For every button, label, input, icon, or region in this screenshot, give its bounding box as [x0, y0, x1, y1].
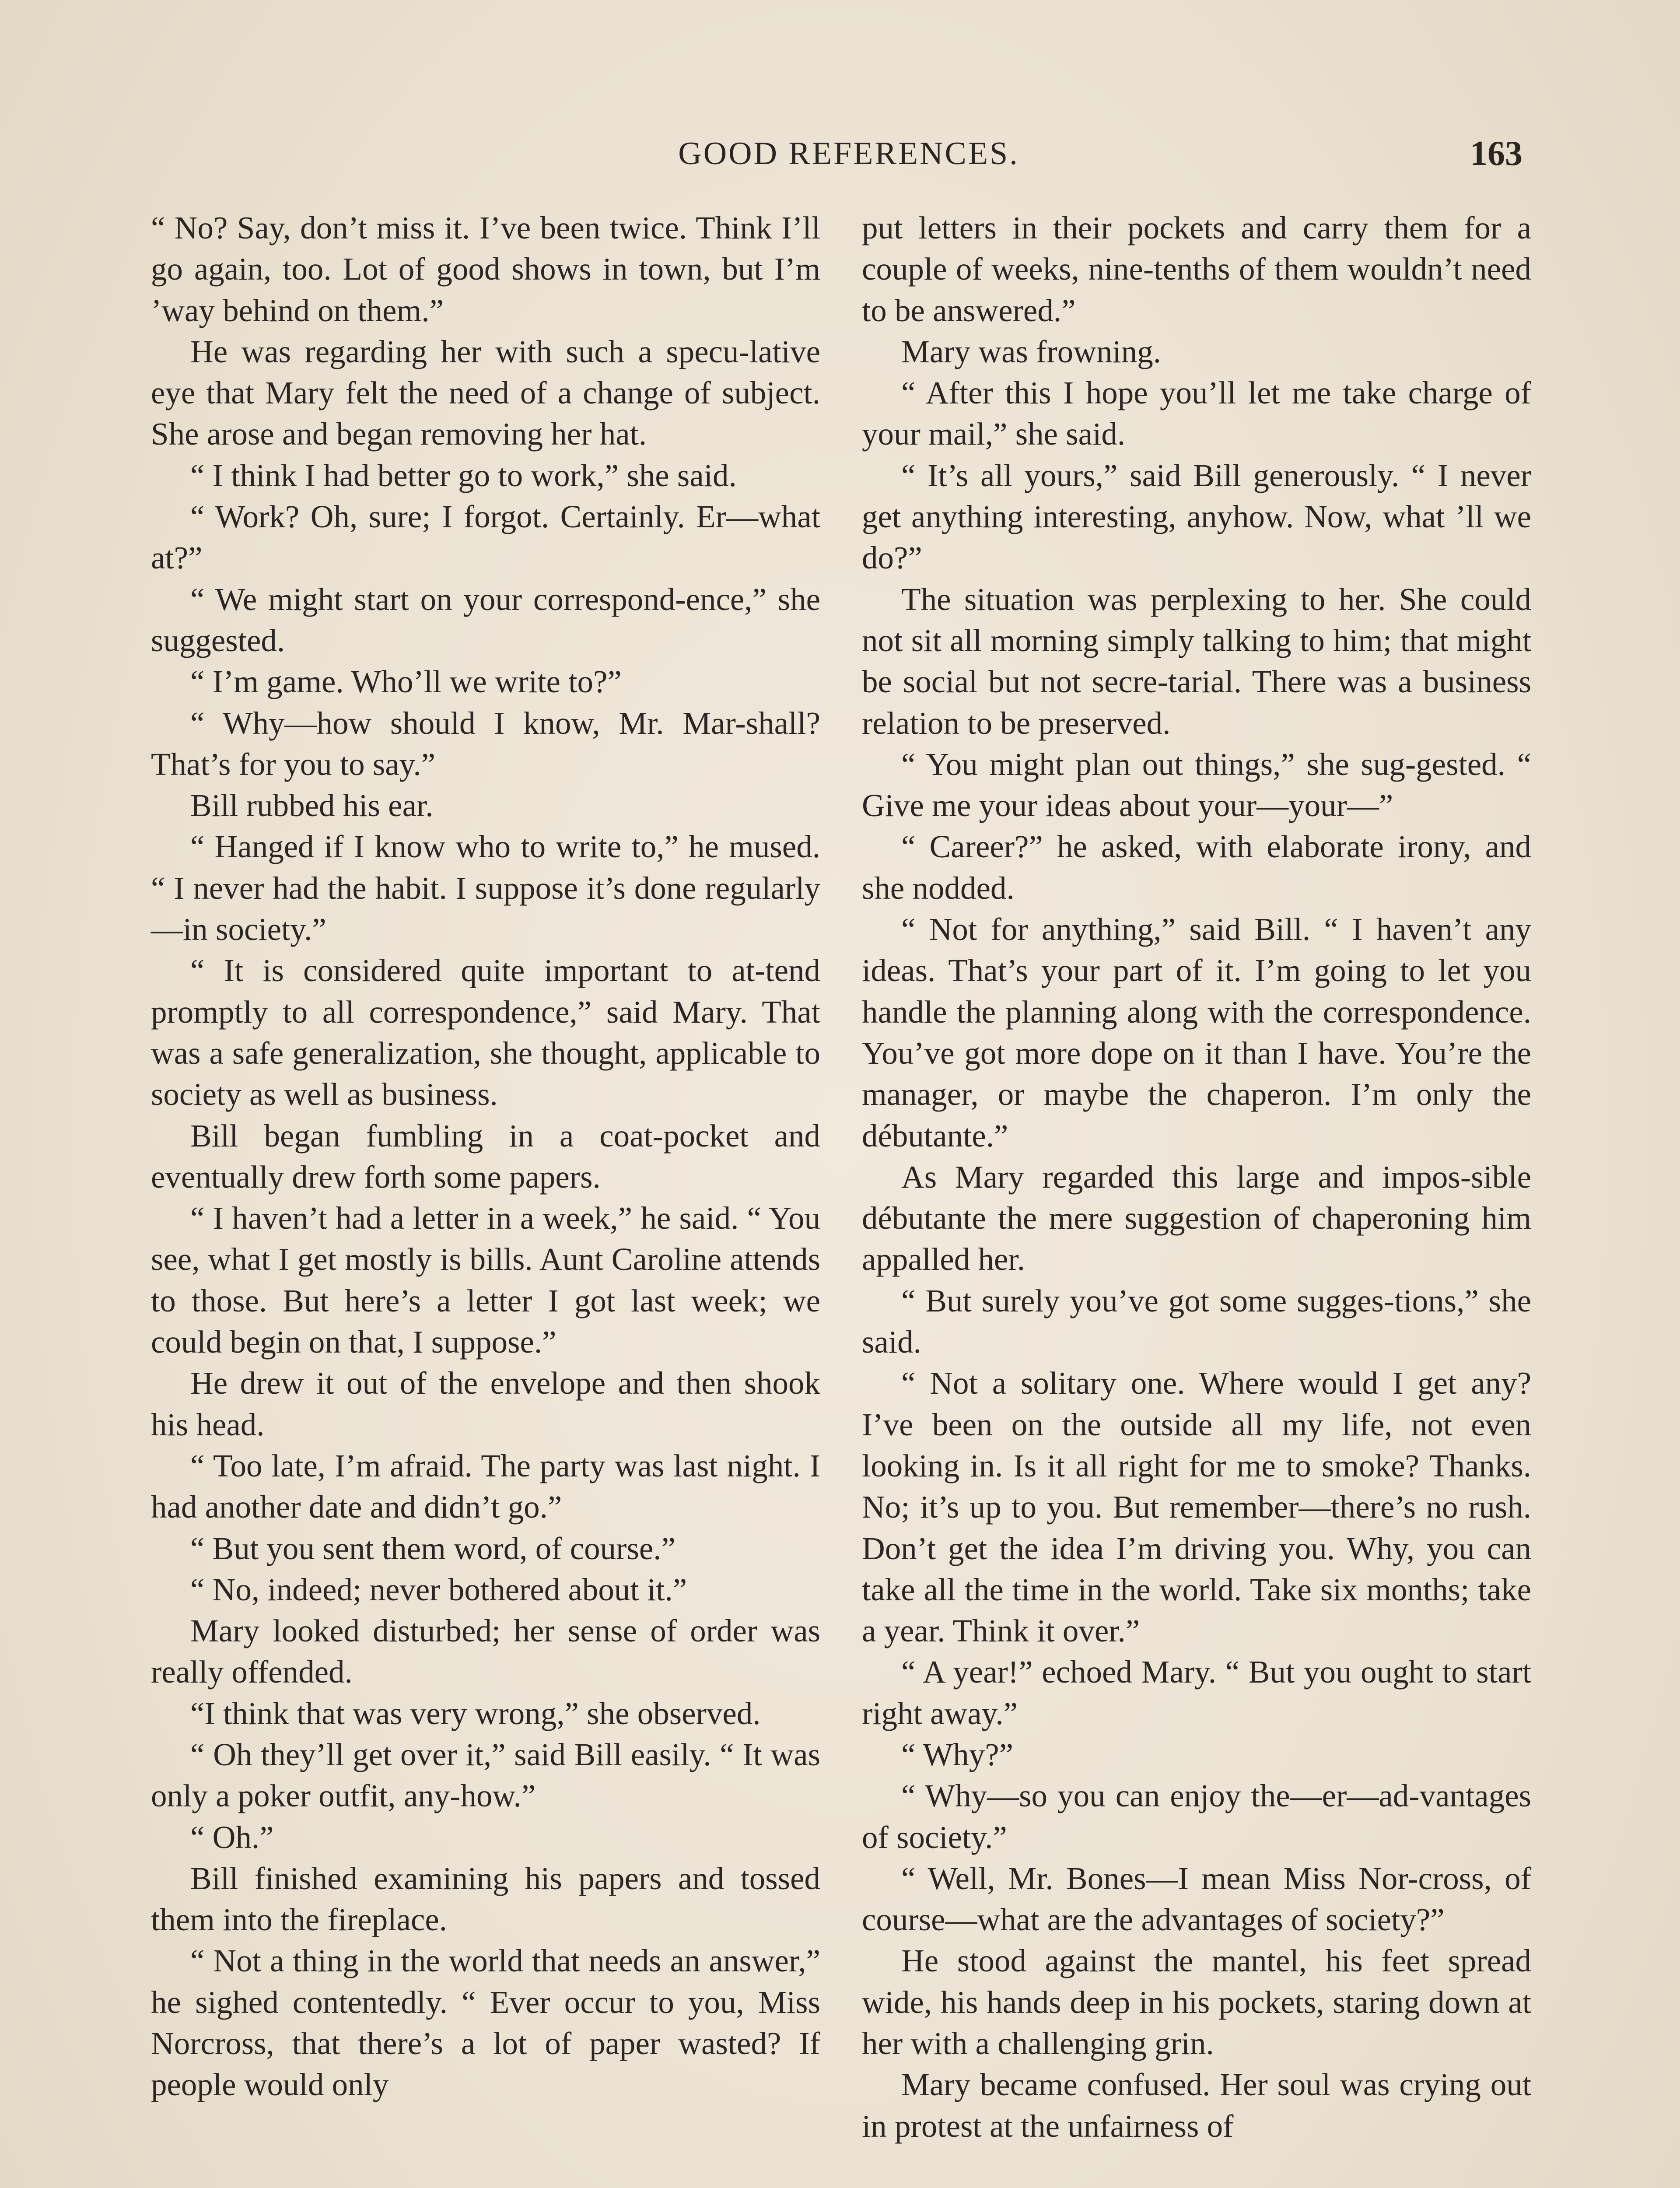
paragraph: Mary became confused. Her soul was crying out in protest at the unfairness of: [862, 2067, 1531, 2144]
paragraph: “ A year!” echoed Mary. “ But you ought to start right away.”: [862, 1654, 1531, 1731]
paragraph: “I think that was very wrong,” she observed.: [190, 1695, 761, 1731]
paragraph: “ It’s all yours,” said Bill generously. “ I never get anything interesting, anyhow. Now, what ’ll we do?”: [862, 457, 1531, 576]
paragraph: “ No? Say, don’t miss it. I’ve been twice. Think I’ll go again, too. Lot of good shows in town, but I’m ’way behind on them.”: [151, 210, 820, 328]
paragraph: He was regarding her with such a specu-lative eye that Mary felt the need of a change of subject. She arose and began removing her hat.: [151, 333, 820, 452]
paragraph: “ But surely you’ve got some sugges-tions,” she said.: [862, 1283, 1531, 1360]
paragraph: “ Career?” he asked, with elaborate irony, and she nodded.: [862, 829, 1531, 906]
running-head: GOOD REFERENCES.: [678, 136, 1019, 172]
paragraph: “ Oh.”: [190, 1819, 274, 1855]
paragraph: “ After this I hope you’ll let me take charge of your mail,” she said.: [862, 375, 1531, 452]
paragraph: “ But you sent them word, of course.”: [190, 1530, 676, 1566]
paragraph: “ Not a thing in the world that needs an answer,” he sighed contentedly. “ Ever occur to you, Miss Norcross, that there’s a lot of paper wasted? If people would only: [151, 1943, 820, 2103]
page-number: 163: [1470, 134, 1522, 173]
paragraph: “ Not for anything,” said Bill. “ I haven’t any ideas. That’s your part of it. I’m going to let you handle the planning along with the correspondence. You’ve got more dope on it than I have. You’re the manager, or maybe the chaperon. I’m only the débutante.”: [862, 912, 1531, 1154]
paragraph: put letters in their pockets and carry them for a couple of weeks, nine-tenths of them wouldn’t need to be answered.”: [862, 210, 1531, 328]
paragraph: “ I haven’t had a letter in a week,” he said. “ You see, what I get mostly is bills. Aunt Caroline attends to those. But here’s a letter I got last week; we could begin on that, I suppose.”: [151, 1200, 820, 1360]
paragraph: “ Oh they’ll get over it,” said Bill easily. “ It was only a poker outfit, any-how.”: [151, 1736, 820, 1814]
paragraph: Bill began fumbling in a coat-pocket and eventually drew forth some papers.: [151, 1118, 820, 1195]
paragraph: Mary was frowning.: [901, 333, 1162, 369]
paragraph: “ Not a solitary one. Where would I get any? I’ve been on the outside all my life, not even looking in. Is it all right for me to smoke? Thanks. No; it’s up to you. But remember—there’s no rush. Don’t get the idea I’m driving you. Why, you can take all the time in the world. Take six months; take a year. Think it over.”: [862, 1365, 1531, 1649]
paragraph: “ You might plan out things,” she sug-gested. “ Give me your ideas about your—your—”: [862, 746, 1531, 824]
paragraph: “ It is considered quite important to at-tend promptly to all correspondence,” said Mary. That was a safe generalization, she thought, applicable to society as well as business.: [151, 953, 820, 1112]
paragraph: “ Work? Oh, sure; I forgot. Certainly. Er—what at?”: [151, 499, 820, 576]
paragraph: “ I think I had better go to work,” she said.: [190, 457, 737, 493]
paragraph: “ I’m game. Who’ll we write to?”: [190, 664, 622, 700]
paragraph: “ We might start on your correspond-ence,” she suggested.: [151, 581, 820, 658]
paragraph: “ Why?”: [901, 1736, 1014, 1772]
paragraph: Bill finished examining his papers and tossed them into the fireplace.: [151, 1860, 820, 1938]
paragraph: He stood against the mantel, his feet spread wide, his hands deep in his pockets, staring down at her with a challenging grin.: [862, 1943, 1531, 2062]
paragraph: The situation was perplexing to her. She could not sit all morning simply talking to him; that might be social but not secre-tarial. There was a business relation to be preserved.: [862, 581, 1531, 741]
paragraph: As Mary regarded this large and impos-sible débutante the mere suggestion of chaperoning him appalled her.: [862, 1159, 1531, 1277]
paragraph: He drew it out of the envelope and then shook his head.: [151, 1365, 820, 1442]
right-column: [862, 207, 1531, 2147]
paragraph: “ Why—how should I know, Mr. Mar-shall? That’s for you to say.”: [151, 705, 820, 782]
paragraph: Bill rubbed his ear.: [190, 788, 434, 824]
paragraph: Mary looked disturbed; her sense of order was really offended.: [151, 1613, 820, 1690]
paragraph: “ No, indeed; never bothered about it.”: [190, 1571, 687, 1607]
page-header: [149, 130, 1549, 178]
paragraph: “ Well, Mr. Bones—I mean Miss Nor-cross, of course—what are the advantages of society?”: [862, 1860, 1531, 1938]
left-column: [151, 207, 820, 2106]
paragraph: “ Hanged if I know who to write to,” he mused. “ I never had the habit. I suppose it’s done regularly—in society.”: [151, 829, 820, 947]
paragraph: “ Too late, I’m afraid. The party was last night. I had another date and didn’t go.”: [151, 1448, 820, 1525]
paragraph: “ Why—so you can enjoy the—er—ad-vantages of society.”: [862, 1778, 1531, 1855]
